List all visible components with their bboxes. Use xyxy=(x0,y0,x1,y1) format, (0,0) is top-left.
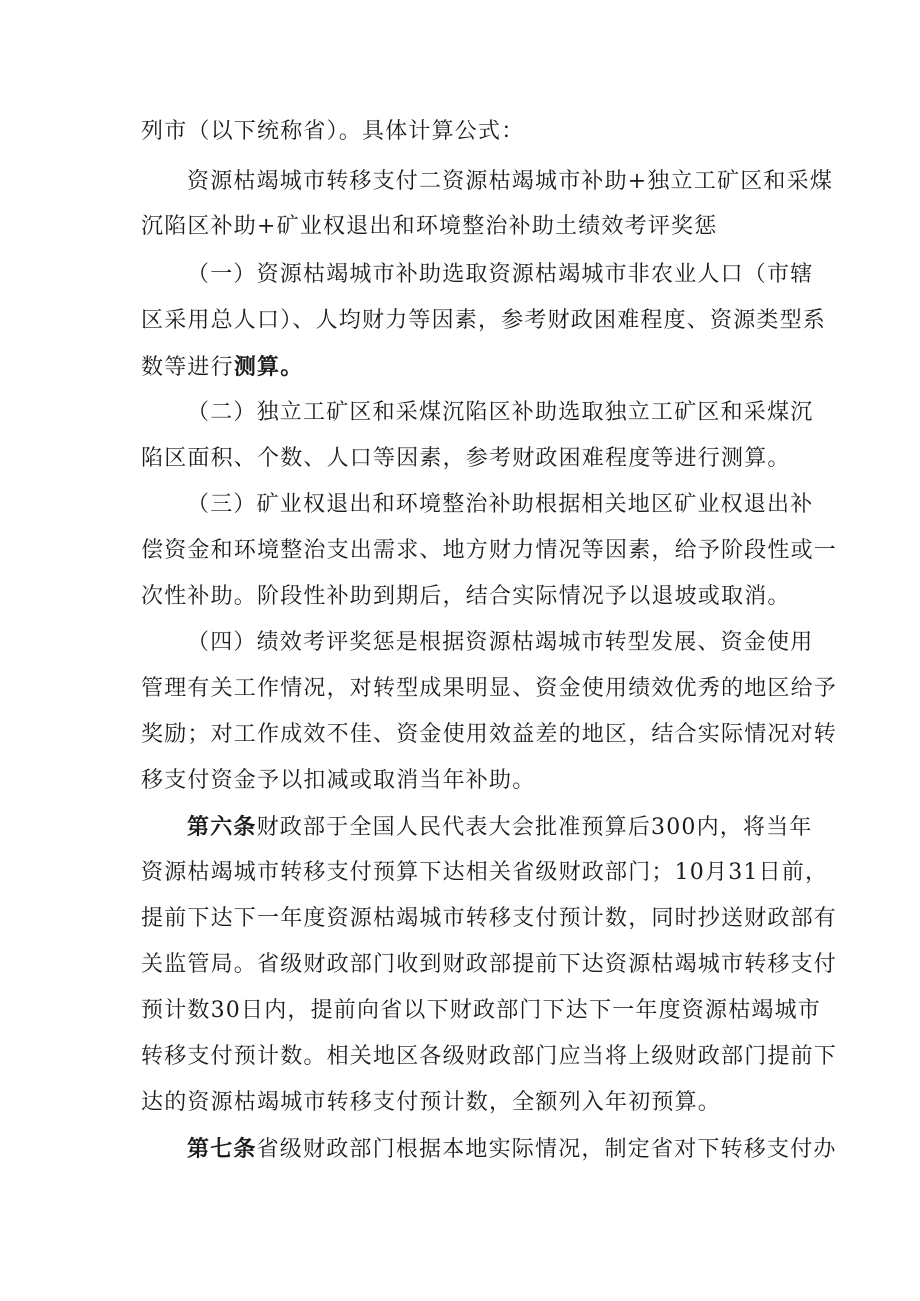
text-line: 转移支付预计数。相关地区各级财政部门应当将上级财政部门提前下 xyxy=(141,1044,838,1069)
text-line: 陷区面积、个数、人口等因素，参考财政困难程度等进行测算。 xyxy=(141,446,791,471)
text-line: 管理有关工作情况，对转型成果明显、资金使用绩效优秀的地区给予 xyxy=(141,676,838,701)
article-label: 第七条 xyxy=(187,1136,257,1162)
text-line: 资源枯竭城市转移支付预算下达相关省级财政部门；10月31日前， xyxy=(141,860,829,885)
text-line: 移支付资金予以扣减或取消当年补助。 xyxy=(141,768,536,793)
bold-text-segment: 测算。 xyxy=(233,354,304,380)
text-line: 提前下达下一年度资源枯竭城市转移支付预计数，同时抄送财政部有 xyxy=(141,906,838,931)
article-7-line xyxy=(187,1134,837,1165)
article-label: 第六条 xyxy=(187,814,257,840)
text-segment: 财政部于全国人民代表大会批准预算后300内，将当年 xyxy=(256,815,813,840)
text-line: 区采用总人口）、人均财力等因素，参考财政困难程度、资源类型系 xyxy=(141,308,827,333)
text-line: （四）绩效考评奖惩是根据资源枯竭城市转型发展、资金使用 xyxy=(187,630,814,655)
text-line: （二）独立工矿区和采煤沉陷区补助选取独立工矿区和采煤沉 xyxy=(187,400,814,425)
text-line: 列市（以下统称省）。具体计算公式： xyxy=(141,119,525,144)
text-segment: 数等进行 xyxy=(141,355,234,380)
text-line-with-bold xyxy=(141,352,303,383)
text-line: （一）资源枯竭城市补助选取资源枯竭城市非农业人口（市辖 xyxy=(187,262,814,287)
text-line: 资源枯竭城市转移支付二资源枯竭城市补助+独立工矿区和采煤 xyxy=(187,169,834,194)
text-line: 达的资源枯竭城市转移支付预计数，全额列入年初预算。 xyxy=(141,1090,722,1115)
text-line: 奖励；对工作成效不佳、资金使用效益差的地区，结合实际情况对转 xyxy=(141,722,838,747)
text-line: 偿资金和环境整治支出需求、地方财力情况等因素，给予阶段性或一 xyxy=(141,538,838,563)
text-line: （三）矿业权退出和环境整治补助根据相关地区矿业权退出补 xyxy=(187,492,814,517)
article-6-line xyxy=(187,812,813,843)
text-line: 次性补助。阶段性补助到期后，结合实际情况予以退坡或取消。 xyxy=(141,584,791,609)
text-line: 预计数30日内，提前向省以下财政部门下达下一年度资源枯竭城市 xyxy=(141,998,821,1023)
text-segment: 省级财政部门根据本地实际情况，制定省对下转移支付办 xyxy=(256,1137,837,1162)
text-line: 沉陷区补助+矿业权退出和环境整治补助土绩效考评奖惩 xyxy=(141,214,718,239)
text-line: 关监管局。省级财政部门收到财政部提前下达资源枯竭城市转移支付 xyxy=(141,952,838,977)
